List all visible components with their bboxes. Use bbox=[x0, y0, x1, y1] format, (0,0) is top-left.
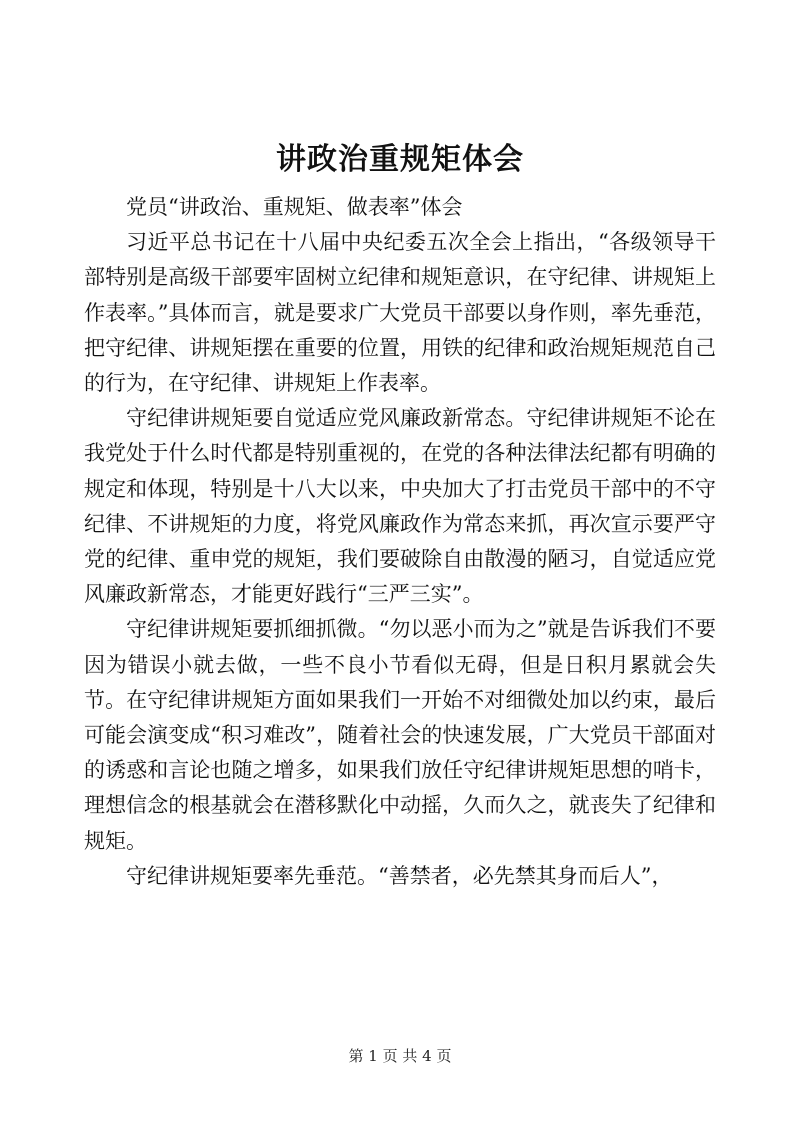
paragraph-3: 守纪律讲规矩要抓细抓微。“勿以恶小而为之”就是告诉我们不要因为错误小就去做，一些不良小节看似无碍，但是日积月累就会失节。在守纪律讲规矩方面如果我们一开始不对细微处加以约束，最后可能会演变成“积习难改”，随着社会的快速发展，广大党员干部面对的诱惑和言论也随之增多，如果我们放任守纪律讲规矩思想的哨卡，理想信念的根基就会在潜移默化中动摇，久而久之，就丧失了纪律和规矩。 bbox=[84, 617, 716, 853]
paragraph-4: 守纪律讲规矩要率先垂范。“善禁者，必先禁其身而后人”， bbox=[126, 863, 673, 888]
paragraph-1: 习近平总书记在十八届中央纪委五次全会上指出，“各级领导干部特别是高级干部要牢固树立纪律和规矩意识，在守纪律、讲规矩上作表率。”具体而言，就是要求广大党员干部要以身作则，率先垂范，把守纪律、讲规矩摆在重要的位置，用铁的纪律和政治规矩规范自己的行为，在守纪律、讲规矩上作表率。 bbox=[84, 230, 716, 396]
paragraph-2: 守纪律讲规矩要自觉适应党风廉政新常态。守纪律讲规矩不论在我党处于什么时代都是特别重视的，在党的各种法律法纪都有明确的规定和体现，特别是十八大以来，中央加大了打击党员干部中的不守纪律、不讲规矩的力度，将党风廉政作为常态来抓，再次宣示要严守党的纪律、重申党的规矩，我们要破除自由散漫的陋习，自觉适应党风廉政新常态，才能更好践行“三严三实”。 bbox=[84, 406, 716, 607]
page-title: 讲政治重规矩体会 bbox=[276, 142, 524, 177]
page-footer: 第 1 页 共 4 页 bbox=[348, 1047, 452, 1065]
paragraph-subtitle: 党员“讲政治、重规矩、做表率”体会 bbox=[126, 195, 463, 219]
document-body bbox=[84, 190, 716, 894]
